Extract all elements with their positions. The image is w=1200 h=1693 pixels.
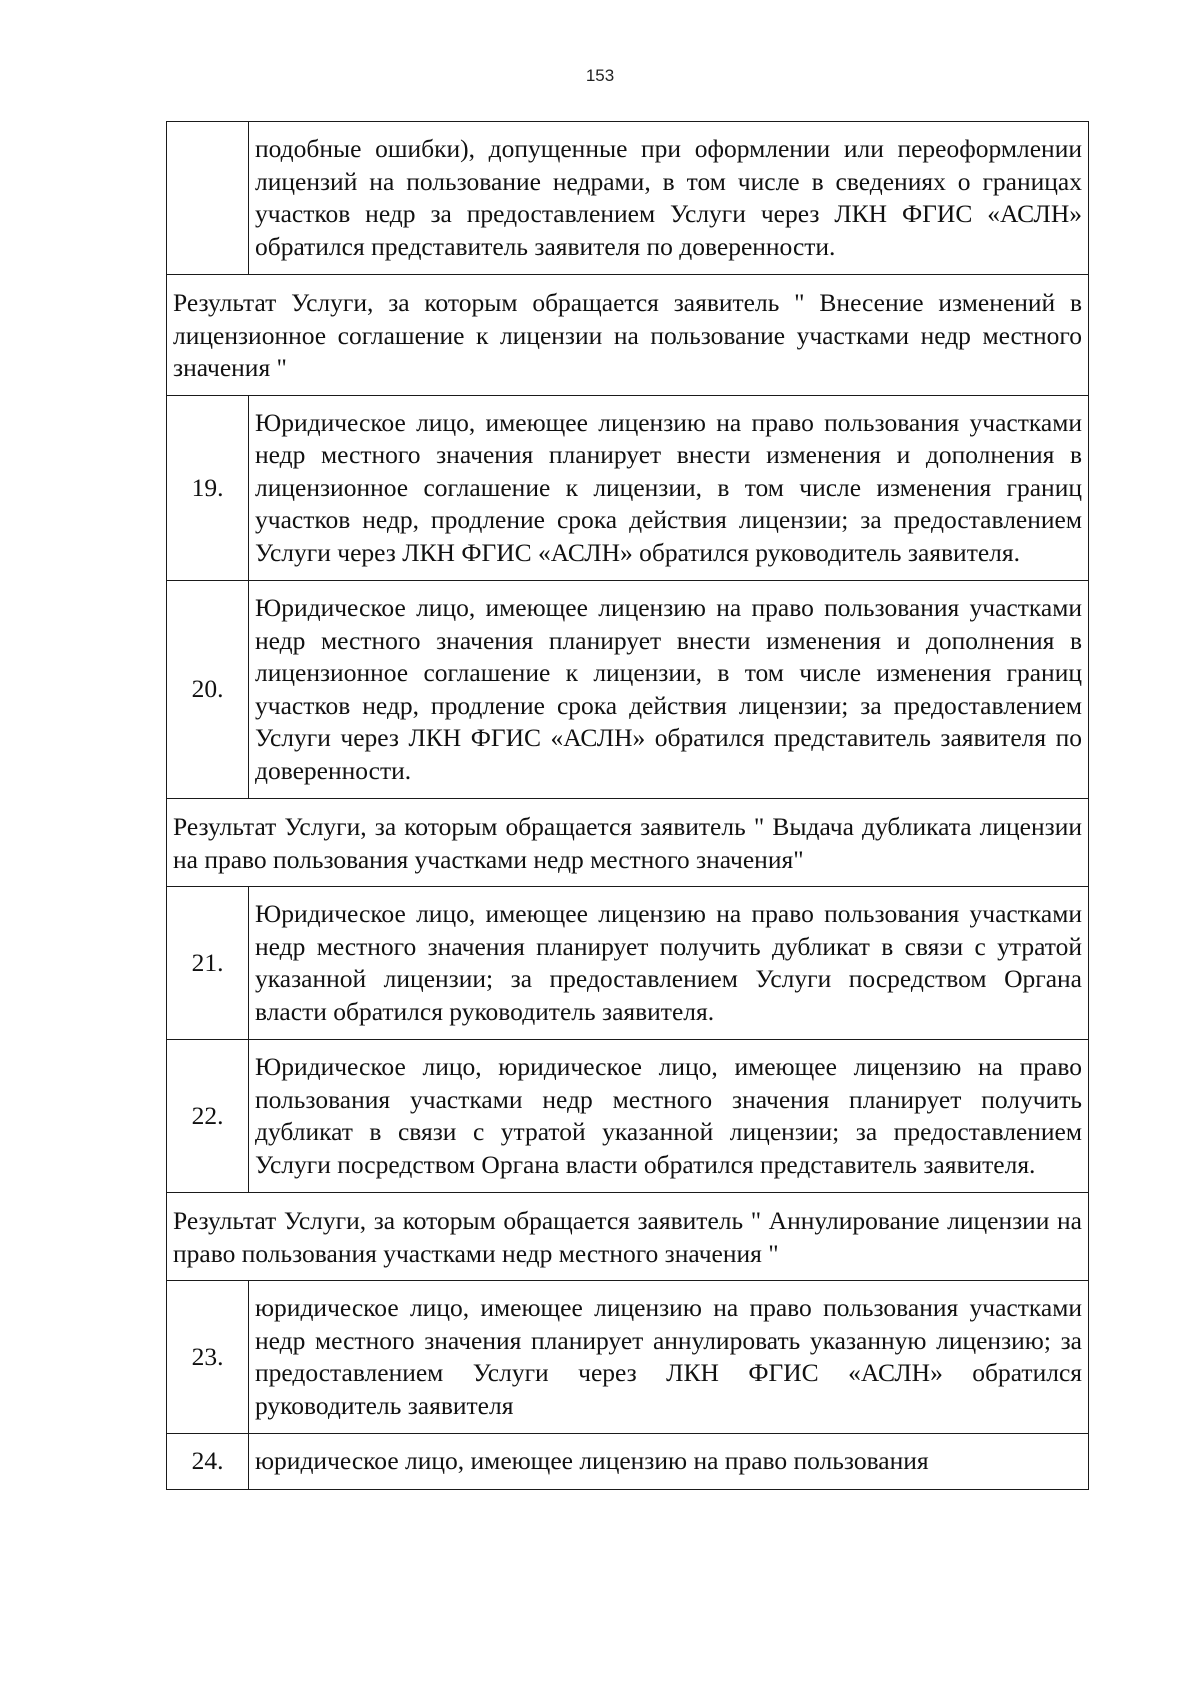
section-header: Результат Услуги, за которым обращается заявитель " Аннулирование лицензии на право пользования участками недр местного значения " [167, 1193, 1089, 1281]
table-row [167, 122, 1089, 275]
row-text: Юридическое лицо, юридическое лицо, имеющее лицензию на право пользования участками недр местного значения планирует получить дубликат в связи с утратой указанной лицензии; за предоставлением Услуги посредством Органа власти обратился представитель заявителя. [249, 1040, 1089, 1193]
row-text: Юридическое лицо, имеющее лицензию на право пользования участками недр местного значения планирует получить дубликат в связи с утратой указанной лицензии; за предоставлением Услуги посредством Органа власти обратился руководитель заявителя. [249, 887, 1089, 1040]
row-number: 24. [167, 1434, 249, 1490]
table-row [167, 887, 1089, 1040]
row-text: Юридическое лицо, имеющее лицензию на право пользования участками недр местного значения планирует внести изменения и дополнения в лицензионное соглашение к лицензии, в том числе изменения границ участков недр, продление срока действия лицензии; за предоставлением Услуги через ЛКН ФГИС «АСЛН» обратился руководитель заявителя. [249, 395, 1089, 581]
row-text: юридическое лицо, имеющее лицензию на право пользования участками недр местного значения планирует аннулировать указанную лицензию; за предоставлением Услуги через ЛКН ФГИС «АСЛН» обратился руководитель заявителя [249, 1281, 1089, 1434]
row-text: юридическое лицо, имеющее лицензию на право пользования [249, 1434, 1089, 1490]
row-number: 19. [167, 395, 249, 581]
section-header-row [167, 799, 1089, 887]
table-row [167, 395, 1089, 581]
section-header-row [167, 275, 1089, 396]
row-number: 22. [167, 1040, 249, 1193]
table-row [167, 1040, 1089, 1193]
section-header: Результат Услуги, за которым обращается заявитель " Выдача дубликата лицензии на право пользования участками недр местного значения" [167, 799, 1089, 887]
section-header-row [167, 1193, 1089, 1281]
section-header: Результат Услуги, за которым обращается заявитель " Внесение изменений в лицензионное соглашение к лицензии на пользование участками недр местного значения " [167, 275, 1089, 396]
table-row [167, 581, 1089, 799]
row-text: подобные ошибки), допущенные при оформлении или переоформлении лицензий на пользование недрами, в том числе в сведениях о границах участков недр за предоставлением Услуги через ЛКН ФГИС «АСЛН» обратился представитель заявителя по доверенности. [249, 122, 1089, 275]
row-number: 23. [167, 1281, 249, 1434]
services-table [166, 121, 1089, 1490]
table-row [167, 1434, 1089, 1490]
row-number: 21. [167, 887, 249, 1040]
table-row [167, 1281, 1089, 1434]
row-number [167, 122, 249, 275]
page-number: 153 [585, 66, 615, 85]
row-text: Юридическое лицо, имеющее лицензию на право пользования участками недр местного значения планирует внести изменения и дополнения в лицензионное соглашение к лицензии, в том числе изменения границ участков недр, продление срока действия лицензии; за предоставлением Услуги через ЛКН ФГИС «АСЛН» обратился представитель заявителя по доверенности. [249, 581, 1089, 799]
row-number: 20. [167, 581, 249, 799]
